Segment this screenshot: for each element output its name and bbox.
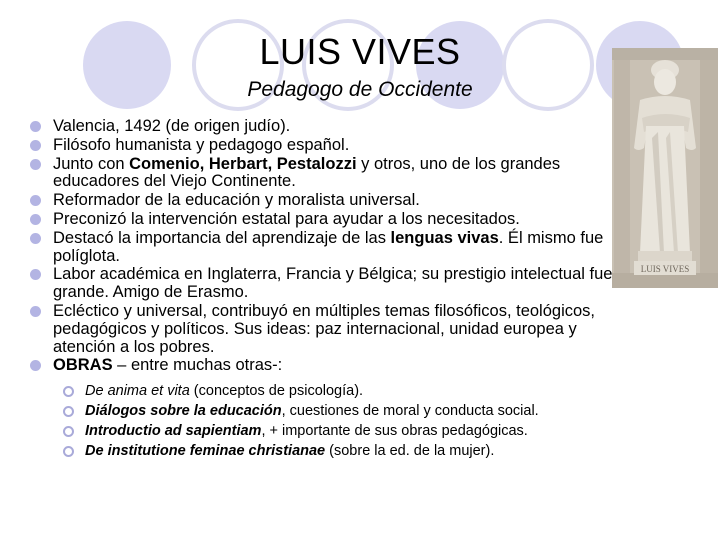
work-item [53, 441, 620, 461]
bullet-item [30, 211, 620, 229]
bullet-item [30, 230, 620, 266]
bullet-dot-icon [30, 360, 41, 371]
statue-plaque-text: LUIS VIVES [640, 264, 690, 274]
bullet-text: Ecléctico y universal, contribuyó en múltiples temas filosóficos, teológicos, pedagógicos y políticos. Sus ideas: paz internacional, unidad europea y atención a los pobres. [53, 301, 595, 356]
bullet-text: . Él mismo fue políglota. [53, 228, 604, 265]
statue-illustration [612, 48, 718, 288]
bullet-dot-icon [30, 233, 41, 244]
bullet-text: – entre muchas otras-: [112, 356, 283, 375]
bullet-text-bold: OBRAS [53, 356, 113, 375]
bullet-dot-icon [30, 121, 41, 132]
bullet-dot-icon [30, 269, 41, 280]
bullet-item [30, 118, 620, 136]
bullet-dot-icon [30, 195, 41, 206]
bullet-text: Junto con [53, 154, 130, 173]
bullet-text: Valencia, 1492 (de origen judío). [53, 117, 291, 135]
bullet-text-bold: lenguas vivas [390, 228, 499, 247]
ring-bullet-icon [63, 386, 74, 397]
work-title: De institutione feminae christianae [85, 443, 326, 460]
work-title: De anima et vita [85, 383, 190, 400]
bullet-text: Reformador de la educación y moralista universal. [53, 191, 420, 210]
bullet-text: Destacó la importancia del aprendizaje de las [53, 228, 391, 247]
bullet-item [30, 357, 620, 461]
statue-photo [612, 48, 718, 288]
bullet-item [30, 137, 620, 155]
ring-bullet-icon [63, 426, 74, 437]
ring-bullet-icon [63, 446, 74, 457]
bullet-item [30, 192, 620, 210]
works-list [53, 381, 620, 461]
bullet-dot-icon [30, 159, 41, 170]
bullet-text: Preconizó la intervención estatal para ayudar a los necesitados. [53, 209, 520, 228]
bullet-text: Filósofo humanista y pedagogo español. [53, 135, 350, 154]
work-note: , cuestiones de moral y conducta social. [281, 403, 539, 420]
decor-circle-filled-left [83, 21, 171, 109]
bullet-text: Labor académica en Inglaterra, Francia y Bélgica; su prestigio intelectual fue grande. Amigo de Erasmo. [53, 265, 613, 302]
work-title: Introductio ad sapientiam [85, 423, 262, 440]
work-item [53, 381, 620, 401]
work-title: Diálogos sobre la educación [85, 403, 282, 420]
work-note: (conceptos de psicología). [189, 383, 364, 400]
work-note: (sobre la ed. de la mujer). [325, 443, 495, 460]
work-item [53, 421, 620, 441]
bullet-item [30, 303, 620, 356]
bullet-dot-icon [30, 140, 41, 151]
ring-bullet-icon [63, 406, 74, 417]
bullet-dot-icon [30, 306, 41, 317]
slide-subtitle: Pedagogo de Occidente [247, 78, 473, 101]
bullet-list [30, 118, 620, 462]
slide-title: LUIS VIVES [259, 31, 461, 72]
bullet-item [30, 266, 620, 302]
bullet-dot-icon [30, 214, 41, 225]
work-item [53, 401, 620, 421]
bullet-text-bold: Comenio, Herbart, Pestalozzi [129, 154, 357, 173]
work-note: , + importante de sus obras pedagógicas. [261, 423, 528, 440]
bullet-text: y otros, uno de los grandes educadores del Viejo Continente. [53, 154, 561, 191]
bullet-item [30, 156, 620, 192]
